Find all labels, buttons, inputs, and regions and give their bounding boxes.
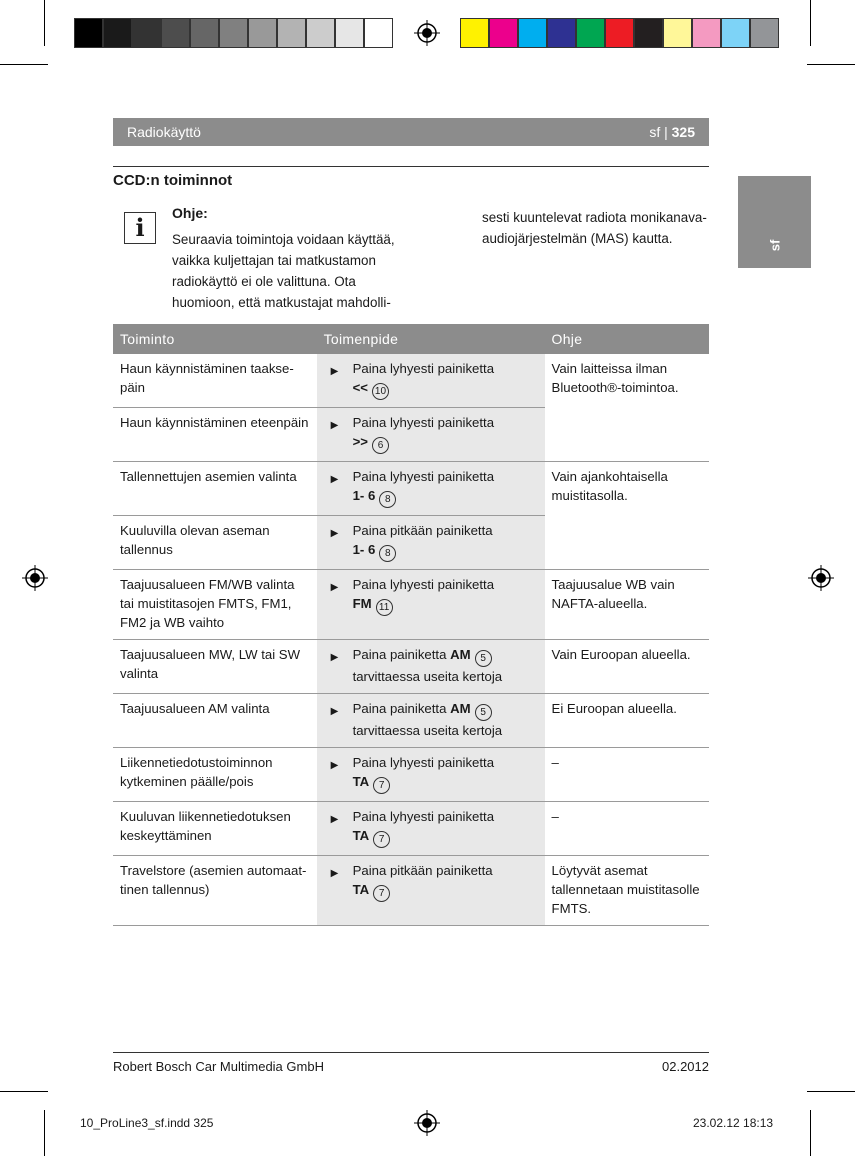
bullet-arrow-icon: ▶ xyxy=(330,582,339,593)
button-key-label: >> xyxy=(352,434,368,449)
color-swatch xyxy=(132,18,161,48)
function-cell: Liikennetiedotustoiminnon kytkeminen päälle/pois xyxy=(113,748,317,802)
action-cell xyxy=(317,462,545,516)
action-text: Paina lyhyesti painiketta xyxy=(352,415,495,430)
action-text: Paina pitkään painiketta xyxy=(352,523,493,538)
button-number-badge: 7 xyxy=(373,885,390,902)
table-row xyxy=(113,462,709,516)
slug-date: 23.02.12 18:13 xyxy=(693,1116,774,1130)
action-text: Paina lyhyesti painiketta xyxy=(352,469,495,484)
action-text: Paina pitkään painiketta xyxy=(352,863,493,878)
color-swatch xyxy=(161,18,190,48)
button-number-badge: 5 xyxy=(475,704,492,721)
bullet-arrow-icon: ▶ xyxy=(330,366,339,377)
column-header: Ohje xyxy=(545,324,709,354)
note-cell: – xyxy=(545,748,709,802)
function-cell: Kuuluvan liikennetiedotuksen keskeyttäminen xyxy=(113,802,317,856)
section-name: Radiokäyttö xyxy=(127,124,201,140)
color-swatch xyxy=(364,18,393,48)
note-cell: – xyxy=(545,802,709,856)
registration-mark-icon xyxy=(414,1110,440,1136)
color-swatch xyxy=(605,18,634,48)
color-swatch xyxy=(460,18,489,48)
table-row xyxy=(113,748,709,802)
button-key-label: AM xyxy=(450,647,471,662)
function-cell: Taajuusalueen MW, LW tai SW valinta xyxy=(113,640,317,694)
bullet-arrow-icon: ▶ xyxy=(330,868,339,879)
function-table xyxy=(113,324,709,926)
bullet-arrow-icon: ▶ xyxy=(330,652,339,663)
button-number-badge: 6 xyxy=(372,437,389,454)
action-cell xyxy=(317,640,545,694)
note-cell: Vain laitteissa ilman Bluetooth®-toimintoa. xyxy=(545,354,709,462)
button-number-badge: 5 xyxy=(475,650,492,667)
running-header xyxy=(113,118,709,146)
action-cell xyxy=(317,748,545,802)
table-row xyxy=(113,694,709,748)
bullet-arrow-icon: ▶ xyxy=(330,528,339,539)
footer-rule xyxy=(113,1052,709,1053)
bullet-arrow-icon: ▶ xyxy=(330,814,339,825)
note-cell: Löytyvät asemat tallennetaan muistitasolle FMTS. xyxy=(545,856,709,926)
table-row xyxy=(113,802,709,856)
bullet-arrow-icon: ▶ xyxy=(330,474,339,485)
action-cell xyxy=(317,354,545,408)
color-swatch xyxy=(74,18,103,48)
action-cell xyxy=(317,570,545,640)
function-cell: Haun käynnistäminen eteenpäin xyxy=(113,408,317,462)
button-number-badge: 8 xyxy=(379,545,396,562)
action-cell xyxy=(317,856,545,926)
table-row xyxy=(113,856,709,926)
table-row xyxy=(113,640,709,694)
action-text: Paina painiketta xyxy=(352,647,447,662)
action-text: Paina lyhyesti painiketta xyxy=(352,577,495,592)
table-row xyxy=(113,570,709,640)
function-cell: Travelstore (asemien automaat- tinen tallennus) xyxy=(113,856,317,926)
action-cell xyxy=(317,802,545,856)
color-swatch xyxy=(335,18,364,48)
column-header: Toiminto xyxy=(113,324,317,354)
function-cell: Tallennettujen asemien valinta xyxy=(113,462,317,516)
bullet-arrow-icon: ▶ xyxy=(330,706,339,717)
color-swatch xyxy=(750,18,779,48)
function-cell: Haun käynnistäminen taakse- päin xyxy=(113,354,317,408)
note-text-right: sesti kuuntelevat radiota monikanava- audiojärjestelmän (MAS) kautta. xyxy=(482,210,707,246)
color-swatch xyxy=(190,18,219,48)
button-key-label: FM xyxy=(352,596,372,611)
color-swatch xyxy=(663,18,692,48)
process-color-bar xyxy=(460,18,779,48)
table-row xyxy=(113,354,709,408)
color-swatch xyxy=(721,18,750,48)
action-cell xyxy=(317,408,545,462)
gray-color-bar xyxy=(74,18,393,48)
button-number-badge: 10 xyxy=(372,383,389,400)
button-number-badge: 7 xyxy=(373,777,390,794)
color-swatch xyxy=(219,18,248,48)
table-header-row xyxy=(113,324,709,354)
section-rule xyxy=(113,166,709,167)
slug-file: 10_ProLine3_sf.indd 325 xyxy=(80,1116,214,1130)
page-number-label: sf | 325 xyxy=(649,124,695,140)
button-number-badge: 7 xyxy=(373,831,390,848)
button-key-label: TA xyxy=(352,882,370,897)
color-swatch xyxy=(634,18,663,48)
color-swatch xyxy=(248,18,277,48)
info-icon: i xyxy=(124,212,156,244)
note-text-left: Seuraavia toimintoja voidaan käyttää, vaikka kuljettajan tai matkustamon radiokäyttö ei ole valittuna. Ota huomioon, että matkustajat mahdolli- xyxy=(172,232,395,310)
color-swatch xyxy=(277,18,306,48)
action-text: tarvittaessa useita kertoja xyxy=(352,669,503,684)
color-swatch xyxy=(306,18,335,48)
color-swatch xyxy=(547,18,576,48)
section-title: CCD:n toiminnot xyxy=(113,172,233,189)
button-number-badge: 11 xyxy=(376,599,393,616)
button-key-label: TA xyxy=(352,828,370,843)
button-key-label: 1- 6 xyxy=(352,542,376,557)
registration-mark-icon xyxy=(22,565,48,591)
action-cell xyxy=(317,694,545,748)
color-swatch xyxy=(103,18,132,48)
action-text: Paina lyhyesti painiketta xyxy=(352,755,495,770)
footer-company: Robert Bosch Car Multimedia GmbH xyxy=(113,1059,324,1074)
action-cell xyxy=(317,516,545,570)
action-text: Paina lyhyesti painiketta xyxy=(352,809,495,824)
note-title: Ohje: xyxy=(172,205,208,221)
button-key-label: 1- 6 xyxy=(352,488,376,503)
button-key-label: << xyxy=(352,380,368,395)
footer-date: 02.2012 xyxy=(662,1059,709,1074)
button-number-badge: 8 xyxy=(379,491,396,508)
note-cell: Vain Euroopan alueella. xyxy=(545,640,709,694)
registration-mark-icon xyxy=(414,20,440,46)
registration-mark-icon xyxy=(808,565,834,591)
action-text: Paina lyhyesti painiketta xyxy=(352,361,495,376)
function-cell: Taajuusalueen AM valinta xyxy=(113,694,317,748)
button-key-label: AM xyxy=(450,701,471,716)
color-swatch xyxy=(518,18,547,48)
bullet-arrow-icon: ▶ xyxy=(330,420,339,431)
note-cell: Vain ajankohtaisella muistitasolla. xyxy=(545,462,709,570)
function-cell: Kuuluvilla olevan aseman tallennus xyxy=(113,516,317,570)
button-key-label: TA xyxy=(352,774,370,789)
note-cell: Ei Euroopan alueella. xyxy=(545,694,709,748)
language-tab: sf xyxy=(738,176,811,268)
bullet-arrow-icon: ▶ xyxy=(330,760,339,771)
color-swatch xyxy=(489,18,518,48)
color-swatch xyxy=(692,18,721,48)
note-cell: Taajuusalue WB vain NAFTA-alueella. xyxy=(545,570,709,640)
action-text: Paina painiketta xyxy=(352,701,447,716)
function-cell: Taajuusalueen FM/WB valinta tai muistitasojen FMTS, FM1, FM2 ja WB vaihto xyxy=(113,570,317,640)
color-swatch xyxy=(576,18,605,48)
column-header: Toimenpide xyxy=(317,324,545,354)
action-text: tarvittaessa useita kertoja xyxy=(352,723,503,738)
